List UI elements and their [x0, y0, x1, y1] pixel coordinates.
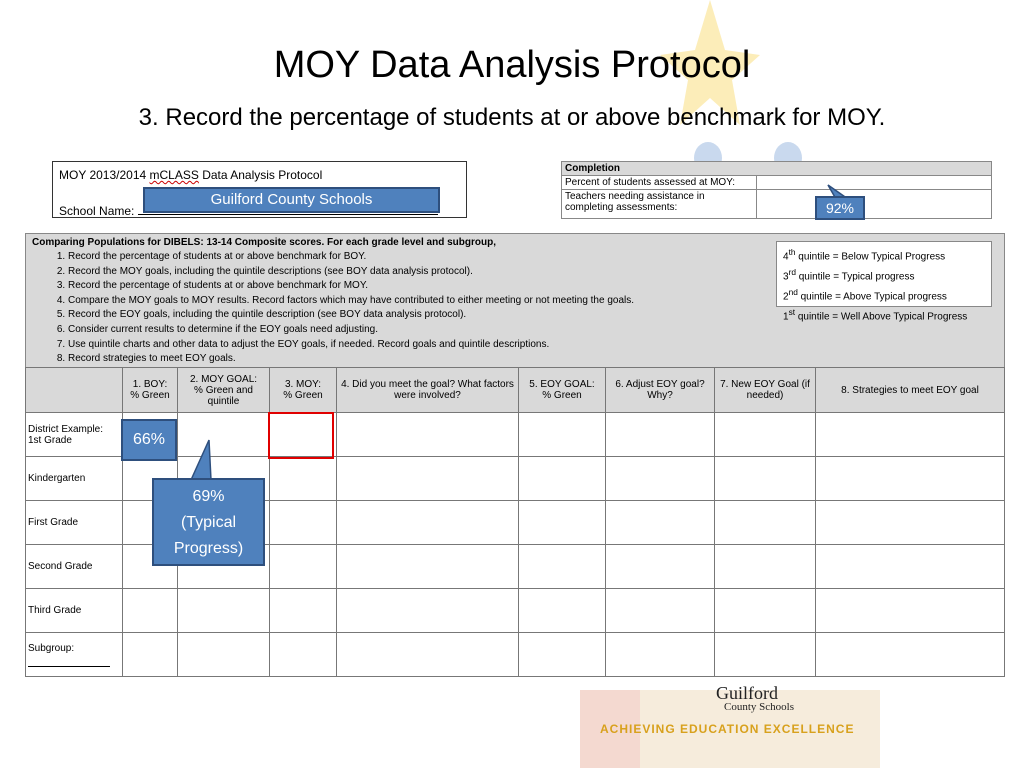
callout-pointer — [175, 438, 217, 482]
grid-header-cell: 3. MOY: % Green — [270, 368, 337, 413]
table-cell[interactable] — [270, 589, 337, 633]
grid-header-cell: 2. MOY GOAL: % Green and quintile — [178, 368, 270, 413]
table-cell[interactable] — [519, 413, 606, 457]
table-cell[interactable] — [606, 457, 715, 501]
row-label: First Grade — [26, 501, 123, 545]
table-cell[interactable] — [178, 633, 270, 677]
moy-highlight-box — [268, 412, 334, 459]
table-cell[interactable] — [178, 589, 270, 633]
header-suffix: Data Analysis Protocol — [198, 168, 323, 182]
table-cell[interactable] — [519, 501, 606, 545]
table-cell[interactable] — [816, 413, 1005, 457]
school-name-callout: Guilford County Schools — [143, 187, 440, 213]
grid-header-cell: 4. Did you meet the goal? What factors were involved? — [337, 368, 519, 413]
row-label: Third Grade — [26, 589, 123, 633]
header-mclass: mCLASS — [149, 168, 199, 182]
table-cell[interactable] — [270, 545, 337, 589]
quintile-item: 1st quintile = Well Above Typical Progress — [783, 306, 968, 323]
table-cell[interactable] — [816, 589, 1005, 633]
quintile-item: 2nd quintile = Above Typical progress — [783, 286, 947, 303]
header-year: MOY 2013/2014 — [59, 168, 150, 182]
page-subtitle: 3. Record the percentage of students at or above benchmark for MOY. — [138, 104, 886, 131]
instruction-step: 4. Compare the MOY goals to MOY results. Record factors which may have contributed to either meeting or not meeting the goals. — [68, 294, 634, 309]
table-cell[interactable] — [270, 633, 337, 677]
table-cell[interactable] — [123, 633, 178, 677]
instruction-step: 5. Record the EOY goals, including the quintile description (see BOY data analysis protocol). — [68, 308, 634, 323]
table-cell[interactable] — [816, 501, 1005, 545]
grid-header-cell: 8. Strategies to meet EOY goal — [816, 368, 1005, 413]
boy-callout: 66% — [121, 419, 177, 461]
table-row — [26, 633, 1005, 677]
moy-goal-quintile: Progress) — [173, 540, 244, 557]
grid-header-row — [26, 368, 1005, 413]
table-cell[interactable] — [715, 501, 816, 545]
moy-goal-value: 69% — [192, 488, 225, 505]
instruction-step: 7. Use quintile charts and other data to adjust the EOY goals, if needed. Record goals and quintile descriptions. — [68, 338, 634, 353]
table-cell[interactable] — [337, 501, 519, 545]
table-cell[interactable] — [715, 633, 816, 677]
row-label: Kindergarten — [26, 457, 123, 501]
instruction-step: 6. Consider current results to determine if the EOY goals need adjusting. — [68, 323, 634, 338]
row-label: Second Grade — [26, 545, 123, 589]
page-title: MOY Data Analysis Protocol — [273, 44, 751, 86]
completion-row-value — [757, 176, 992, 190]
instructions-list — [26, 250, 634, 367]
moy-goal-quintile: (Typical — [180, 514, 237, 531]
completion-row-label: Percent of students assessed at MOY: — [562, 176, 757, 190]
quintile-item: 3rd quintile = Typical progress — [783, 266, 915, 283]
table-cell[interactable] — [816, 457, 1005, 501]
row-label: District Example: 1st Grade — [26, 413, 123, 457]
table-cell[interactable] — [270, 457, 337, 501]
table-cell[interactable] — [337, 589, 519, 633]
table-cell[interactable] — [270, 501, 337, 545]
table-cell[interactable] — [519, 457, 606, 501]
table-cell[interactable] — [123, 589, 178, 633]
moy-goal-callout — [152, 478, 265, 566]
grid-header-cell: 5. EOY GOAL: % Green — [519, 368, 606, 413]
logo-subtext: County Schools — [724, 701, 794, 713]
table-row — [26, 589, 1005, 633]
instructions-heading: Comparing Populations for DIBELS: 13-14 Composite scores. For each grade level and subgroup, — [32, 237, 496, 248]
school-name-label: School Name: — [59, 204, 135, 218]
table-cell[interactable] — [606, 633, 715, 677]
tagline: ACHIEVING EDUCATION EXCELLENCE — [600, 722, 855, 736]
quintile-legend — [776, 241, 992, 323]
table-cell[interactable] — [606, 589, 715, 633]
instruction-step: 2. Record the MOY goals, including the quintile descriptions (see BOY data analysis protocol). — [68, 265, 634, 280]
table-cell[interactable] — [519, 589, 606, 633]
completion-row-label: Teachers needing assistance in completing assessments: — [562, 190, 757, 219]
table-cell[interactable] — [337, 413, 519, 457]
logo: Guilford — [716, 683, 778, 703]
instruction-step: 8. Record strategies to meet EOY goals. — [68, 352, 634, 367]
protocol-header-title — [59, 168, 322, 182]
grid-header-cell: 7. New EOY Goal (if needed) — [715, 368, 816, 413]
table-cell[interactable] — [715, 457, 816, 501]
instruction-step: 1. Record the percentage of students at or above benchmark for BOY. — [68, 250, 634, 265]
subgroup-line — [28, 654, 110, 667]
table-cell[interactable] — [606, 501, 715, 545]
table-cell[interactable] — [337, 545, 519, 589]
grid-header-cell: 1. BOY: % Green — [123, 368, 178, 413]
table-cell[interactable] — [519, 633, 606, 677]
table-cell[interactable] — [715, 413, 816, 457]
quintile-item: 4th quintile = Below Typical Progress — [783, 247, 946, 263]
table-cell[interactable] — [715, 589, 816, 633]
table-cell[interactable] — [816, 545, 1005, 589]
table-cell[interactable] — [519, 545, 606, 589]
subgroup-label: Subgroup: — [28, 642, 75, 654]
grid-header-cell — [26, 368, 123, 413]
table-cell[interactable] — [606, 545, 715, 589]
percent-assessed-callout: 92% — [815, 196, 865, 220]
completion-row-value — [757, 190, 992, 219]
instruction-step: 3. Record the percentage of students at or above benchmark for MOY. — [68, 279, 634, 294]
table-cell[interactable] — [337, 457, 519, 501]
row-label — [26, 633, 123, 677]
table-cell[interactable] — [715, 545, 816, 589]
table-cell[interactable] — [816, 633, 1005, 677]
completion-title: Completion — [562, 162, 992, 176]
table-cell[interactable] — [606, 413, 715, 457]
grid-header-cell: 6. Adjust EOY goal? Why? — [606, 368, 715, 413]
completion-table — [561, 161, 992, 219]
table-cell[interactable] — [337, 633, 519, 677]
